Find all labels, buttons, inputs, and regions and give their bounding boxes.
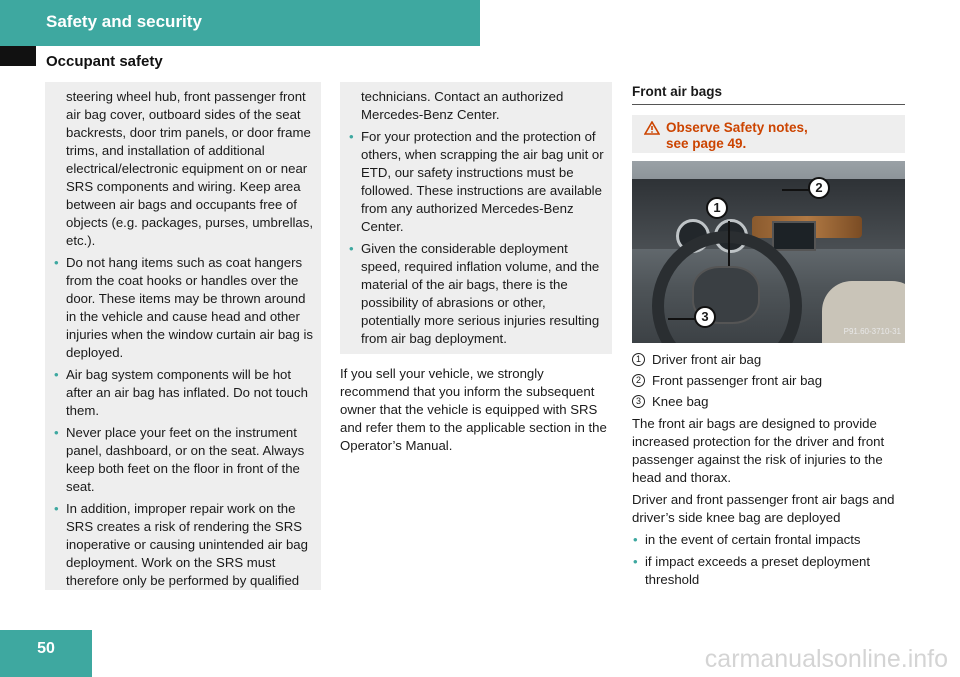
callout-1: 1	[706, 197, 728, 219]
safety-notes-column-1	[45, 82, 321, 590]
bullet-item: • Air bag system components will be hot after an air bag has inflated. Do not touch them.	[54, 367, 308, 418]
bullet-dot-icon: •	[54, 367, 59, 382]
page-number: 50	[37, 640, 55, 657]
warning-text: Observe Safety notes, see page 49.	[666, 120, 808, 151]
bullet-item: • Do not hang items such as coat hangers from the coat hooks or handles over the door. These items may be thrown around in the vehicle and cause head and other injuries when the window curtain air bag is deployed.	[54, 255, 314, 360]
front-air-bags-heading: Front air bags	[632, 83, 905, 105]
paragraph: The front air bags are designed to provide increased protection for the driver and front passenger against the risk of injuries to the head and thorax.	[632, 416, 885, 485]
photo-reference-code: P91.60-3710-31	[843, 327, 901, 336]
watermark-text: carmanualsonline.info	[704, 645, 948, 673]
bullet-item: • if impact exceeds a preset deployment threshold	[633, 554, 871, 587]
subsection-title: Occupant safety	[46, 53, 163, 70]
section-title-header: Safety and security	[46, 12, 202, 31]
bullet-item: • In addition, improper repair work on the SRS creates a risk of rendering the SRS inoperative or causing unintended air bag deployment. Work on the SRS must therefore only be performed by qualified	[54, 501, 308, 588]
bullet-dot-icon: •	[349, 241, 354, 256]
callout-leader-line	[728, 221, 730, 266]
cockpit-photo	[632, 161, 905, 343]
bullet-dot-icon: •	[54, 501, 59, 516]
header-marker-block	[0, 46, 36, 66]
bullet-dot-icon: •	[54, 255, 59, 270]
bullet-dot-icon: •	[349, 129, 354, 144]
continuation-text: steering wheel hub, front passenger front air bag cover, outboard sides of the seat backrests, door trim panels, or door frame trims, and installation of additional electrical/electronic equipment on or near SRS components and wiring. Keep area between air bags and occupants free of objects (e.g. packages, purses, umbrellas, etc.).	[66, 89, 314, 248]
bullet-item: • For your protection and the protection of others, when scrapping the air bag unit or ETD, our safety instructions must be followed. These instructions are available from any authorized Mercedes-Benz Center.	[349, 129, 604, 234]
callout-3: 3	[694, 306, 716, 328]
bullet-item: • Never place your feet on the instrument panel, dashboard, or on the seat. Always keep both feet on the floor in front of the seat.	[54, 425, 305, 494]
bullet-dot-icon: •	[54, 425, 59, 440]
bullet-item: • in the event of certain frontal impacts	[633, 532, 861, 547]
bullet-item: • Given the considerable deployment speed, required inflation volume, and the material of the air bags, there is the possibility of abrasions or other, potentially more serious injuries resulting from air bag deployment.	[349, 241, 600, 346]
legend-item: 2 Front passenger front air bag	[632, 372, 905, 390]
warning-note	[632, 115, 905, 153]
warning-triangle-icon	[644, 121, 660, 135]
legend-item: 3 Knee bag	[632, 393, 905, 411]
bullet-dot-icon: •	[633, 532, 638, 547]
continuation-text: technicians. Contact an authorized Mercedes-Benz Center.	[361, 89, 564, 122]
callout-2: 2	[808, 177, 830, 199]
bullet-dot-icon: •	[633, 554, 638, 569]
front-air-bags-column	[632, 82, 905, 589]
resale-paragraph: If you sell your vehicle, we strongly recommend that you inform the subsequent owner that the vehicle is equipped with SRS and refer them to the applicable section in the Operator’s Manual.	[340, 366, 607, 453]
legend-item: 1 Driver front air bag	[632, 351, 905, 369]
safety-notes-column-2	[340, 82, 612, 354]
callout-legend	[632, 351, 905, 411]
paragraph: Driver and front passenger front air bags and driver’s side knee bag are deployed	[632, 492, 895, 525]
display-screen-shape	[772, 221, 816, 251]
dashboard-shape	[632, 179, 905, 249]
